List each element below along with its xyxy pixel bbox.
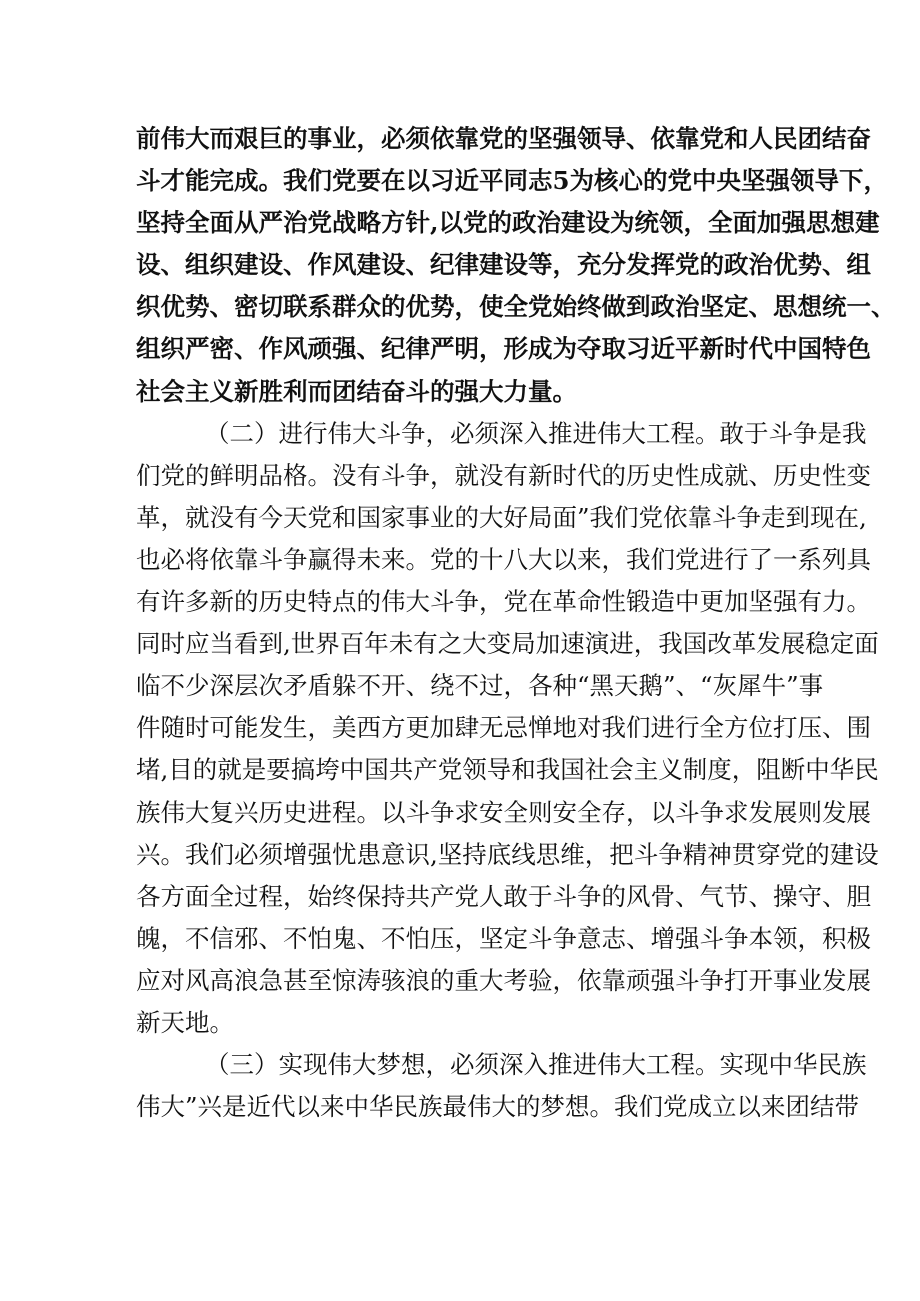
paragraph-line: 也必将依靠斗争赢得未来。党的十八大以来，我们党进行了一系列具: [136, 544, 871, 574]
document-body: [136, 118, 896, 1128]
paragraph-line: 革，就没有今天党和国家事业的大好局面”我们党依靠斗争走到现在,: [136, 502, 867, 532]
paragraph-line: 坚持全面从严治党战略方针,以党的政治建设为统领，全面加强思想建: [136, 208, 880, 238]
paragraph-line: 件随时可能发生，美西方更加肆无忌惮地对我们进行全方位打压、围: [136, 713, 871, 743]
paragraph-3: [136, 1044, 867, 1128]
paragraph-line: 有许多新的历史特点的伟大斗争，党在革命性锻造中更加坚强有力。: [136, 587, 871, 617]
paragraph-1: [136, 118, 896, 413]
paragraph-line: 族伟大复兴历史进程。以斗争求安全则安全存，以斗争求发展则发展: [136, 797, 871, 827]
paragraph-line: 各方面全过程，始终保持共产党人敢于斗争的风骨、气节、操守、胆: [136, 881, 871, 911]
paragraph-2: [136, 413, 879, 1044]
paragraph-line: 社会主义新胜利而团结奋斗的强大力量。: [136, 376, 577, 406]
paragraph-line: 斗才能完成。我们党要在以习近平同志5为核心的党中央坚强领导下，: [136, 166, 889, 196]
paragraph-line: 兴。我们必须增强忧患意识,坚持底线思维，把斗争精神贯穿党的建设: [136, 839, 879, 869]
paragraph-line: 同时应当看到,世界百年未有之大变局加速演进，我国改革发展稳定面: [136, 629, 879, 659]
paragraph-line: 们党的鲜明品格。没有斗争，就没有新时代的历史性成就、历史性变: [136, 460, 871, 490]
paragraph-line: 堵,目的就是要搞垮中国共产党领导和我国社会主义制度，阻断中华民: [136, 755, 879, 785]
paragraph-line: 应对风高浪急甚至惊涛骇浪的重大考验，依靠顽强斗争打开事业发展: [136, 965, 871, 995]
paragraph-line: 临不少深层次矛盾躲不开、绕不过，各种“黑天鹅”、“灰犀牛”事: [136, 671, 824, 701]
paragraph-line: （三）实现伟大梦想，必须深入推进伟大工程。实现中华民族: [205, 1050, 867, 1080]
paragraph-line: （二）进行伟大斗争，必须深入推进伟大工程。敢于斗争是我: [205, 418, 867, 448]
paragraph-line: 前伟大而艰巨的事业，必须依靠党的坚强领导、依靠党和人民团结奋: [136, 124, 871, 153]
paragraph-line: 魄，不信邪、不怕鬼、不怕压，坚定斗争意志、增强斗争本领，积极: [136, 923, 871, 953]
paragraph-line: 设、组织建设、作风建设、纪律建设等，充分发挥党的政治优势、组: [136, 250, 871, 280]
paragraph-line: 伟大”兴是近代以来中华民族最伟大的梦想。我们党成立以来团结带: [136, 1092, 860, 1122]
paragraph-line: 织优势、密切联系群众的优势，使全党始终做到政治坚定、思想统一、: [136, 292, 896, 322]
paragraph-line: 组织严密、作风顽强、纪律严明，形成为夺取习近平新时代中国特色: [136, 334, 871, 364]
paragraph-line: 新天地。: [136, 1007, 234, 1037]
